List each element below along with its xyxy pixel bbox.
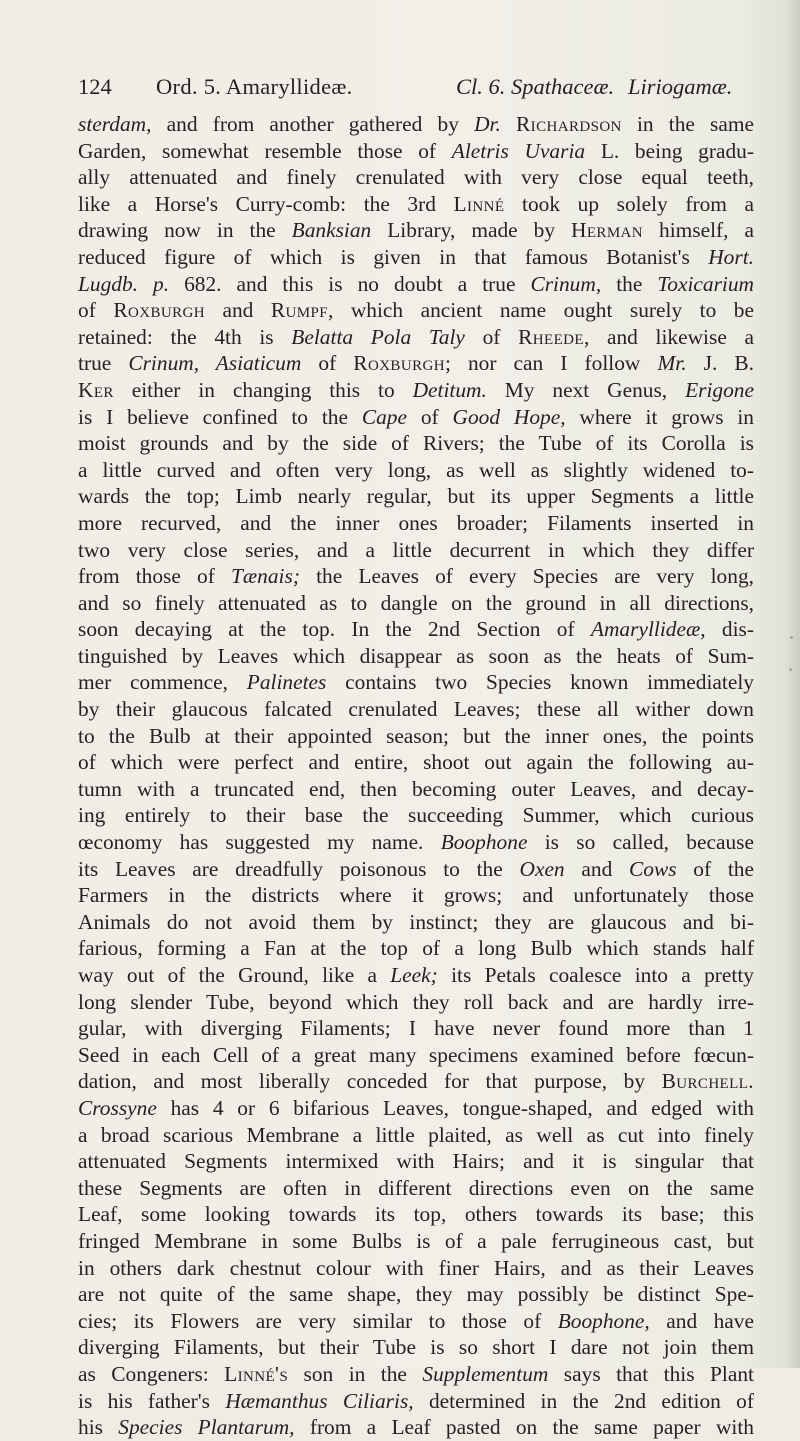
margin-speck (789, 668, 792, 671)
text-line: tinguished by Leaves which disappear as soon as the heats of Sum- (78, 643, 754, 668)
text-line: two very close series, and a little decurrent in which they differ (78, 537, 754, 562)
text-line: drawing now in the Banksian Library, made by Herman himself, a (78, 218, 755, 243)
text-line: ing entirely to their base the succeeding Summer, which curious (78, 803, 754, 828)
text-line: are not quite of the same shape, they may possibly be distinct Spe- (78, 1282, 754, 1307)
body-paragraph (78, 111, 754, 1441)
text-line: diverging Filaments, but their Tube is so short I dare not join them (78, 1335, 754, 1360)
text-line: wards the top; Limb nearly regular, but its upper Segments a little (78, 484, 754, 509)
text-line: in others dark chestnut colour with finer Hairs, and as their Leaves (78, 1255, 754, 1280)
text-line: by their glaucous falcated crenulated Leaves; these all wither down (78, 697, 754, 722)
text-line: fringed Membrane in some Bulbs is of a pale ferrugineous cast, but (78, 1228, 754, 1253)
header-tribe: Liriogamæ. (628, 74, 733, 99)
text-line: and so finely attenuated as to dangle on the ground in all directions, (78, 590, 754, 615)
text-line: farious, forming a Fan at the top of a long Bulb which stands half (78, 936, 754, 961)
text-line: ally attenuated and finely crenulated with very close equal teeth, (78, 165, 754, 190)
margin-speck (790, 636, 793, 639)
text-line: from those of Tænais; the Leaves of every Species are very long, (78, 564, 754, 589)
text-line: Farmers in the districts where it grows; and unfortunately those (78, 883, 754, 908)
text-line: long slender Tube, beyond which they roll back and are hardly irre- (78, 989, 754, 1014)
text-line: as Congeners: Linné's son in the Supplementum says that this Plant (78, 1361, 754, 1386)
text-line: is I believe confined to the Cape of Good Hope, where it grows in (78, 404, 755, 429)
running-header (78, 70, 758, 104)
text-line: Ker either in changing this to Detitum. My next Genus, Erigone (78, 377, 754, 402)
text-line: œconomy has suggested my name. Boophone is so called, because (78, 830, 754, 855)
text-line: a little curved and often very long, as well as slightly widened to- (78, 457, 754, 482)
header-order: Ord. 5. Amaryllideæ. (156, 74, 353, 99)
text-line: way out of the Ground, like a Leek; its Petals coalesce into a pretty (78, 963, 754, 987)
header-class: Cl. 6. Spathaceæ. (456, 74, 615, 99)
text-line: of Roxburgh and Rumpf, which ancient name ought surely to be (78, 298, 754, 323)
text-line: sterdam, and from another gathered by Dr. Richardson in the same (78, 112, 754, 136)
text-line: Garden, somewhat resemble those of Aletris Uvaria L. being gradu- (78, 138, 754, 163)
text-line: gular, with diverging Filaments; I have never found more than 1 (78, 1016, 754, 1041)
text-line: to the Bulb at their appointed season; but the inner ones, the points (78, 723, 754, 748)
text-line: Lugdb. p. 682. and this is no doubt a true Crinum, the Toxicarium (78, 271, 754, 296)
text-line: his Species Plantarum, from a Leaf pasted on the same paper with (78, 1415, 754, 1440)
text-line: these Segments are often in different directions even on the same (78, 1175, 754, 1200)
text-line: its Leaves are dreadfully poisonous to the Oxen and Cows of the (78, 856, 754, 881)
text-line: Crossyne has 4 or 6 bifarious Leaves, tongue-shaped, and edged with (78, 1095, 754, 1120)
text-line: a broad scarious Membrane a little plaited, as well as cut into finely (78, 1122, 754, 1147)
text-line: attenuated Segments intermixed with Hairs; and it is singular that (78, 1149, 754, 1174)
text-line: reduced figure of which is given in that famous Botanist's Hort. (78, 244, 754, 269)
text-line: true Crinum, Asiaticum of Roxburgh; nor can I follow Mr. J. B. (78, 351, 755, 376)
page-number: 124 (78, 74, 112, 99)
text-line: tumn with a truncated end, then becoming outer Leaves, and decay- (78, 776, 754, 801)
text-line: more recurved, and the inner ones broader; Filaments inserted in (78, 510, 754, 535)
text-line: Seed in each Cell of a great many specimens examined before fœcun- (78, 1042, 754, 1067)
text-line: moist grounds and by the side of Rivers; the Tube of its Corolla is (78, 431, 754, 456)
text-line: cies; its Flowers are very similar to those of Boophone, and have (78, 1308, 754, 1333)
text-line: retained: the 4th is Belatta Pola Taly of Rheede, and likewise a (78, 324, 754, 349)
text-line: dation, and most liberally conceded for that purpose, by Burchell. (78, 1069, 754, 1094)
text-line: is his father's Hæmanthus Ciliaris, determined in the 2nd edition of (78, 1388, 755, 1413)
page-edge-shadow (786, 0, 800, 1368)
text-line: soon decaying at the top. In the 2nd Section of Amaryllideæ, dis- (78, 617, 754, 642)
text-line: like a Horse's Curry-comb: the 3rd Linné took up solely from a (78, 191, 755, 216)
text-line: Animals do not avoid them by instinct; they are glaucous and bi- (78, 909, 754, 934)
text-line: mer commence, Palinetes contains two Species known immediately (78, 670, 754, 695)
text-line: of which were perfect and entire, shoot out again the following au- (78, 750, 754, 775)
text-line: Leaf, some looking towards its top, others towards its base; this (78, 1202, 754, 1227)
